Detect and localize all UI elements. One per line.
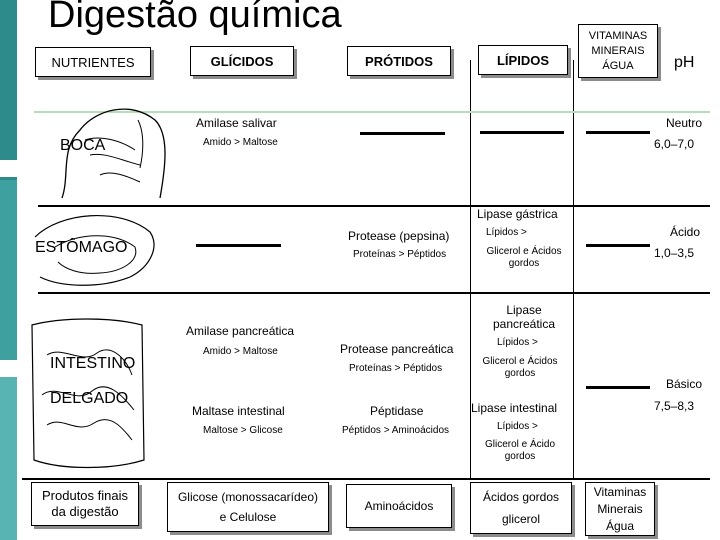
enzyme-peptidase: Péptidase [370, 404, 424, 418]
reaction-peptidos-aminoacidos: Péptidos > Aminoácidos [342, 425, 450, 436]
row-divider [22, 478, 710, 480]
reaction-lipidos-intestinal: Lípidos > [497, 421, 538, 432]
reaction-maltose-glicose: Maltose > Glicose [203, 425, 283, 436]
reaction-amido-maltose: Amido > Maltose [203, 137, 278, 148]
column-divider [573, 60, 574, 480]
reaction-lipidos-pancreatica: Lípidos > [497, 337, 538, 348]
row-divider [38, 292, 710, 294]
reaction-proteinas-peptidos: Proteínas > Péptidos [353, 249, 447, 260]
enzyme-lipase-intestinal: Lipase intestinal [471, 401, 558, 415]
reaction-amido-maltose-int: Amido > Maltose [203, 346, 278, 357]
header-protidos: PRÓTIDOS [347, 46, 451, 76]
empty-entry-line [586, 386, 650, 389]
ph-label-neutro: Neutro [666, 116, 703, 130]
page-title: Digestão química [48, 0, 342, 36]
ph-label-acido: Ácido [670, 225, 701, 239]
reaction-glicerol-acido-intestinal: Glicerol e Ácido gordos [484, 439, 556, 462]
empty-entry-line [586, 244, 650, 247]
column-divider [470, 60, 471, 480]
empty-entry-line [360, 132, 445, 135]
enzyme-lipase-pancreatica: Lipase pancreática [492, 303, 556, 331]
ph-range-boca: 6,0–7,0 [654, 137, 695, 151]
final-glicidos: Glicose (monossacarídeo) e Celulose [167, 482, 329, 532]
reaction-glicerol-acidos-pancreatica: Glicerol e Ácidos gordos [482, 356, 558, 379]
header-lipidos: LÍPIDOS [478, 45, 568, 75]
enzyme-lipase-gastrica: Lipase gástrica [477, 207, 558, 221]
decorative-side-stripe [0, 0, 17, 540]
enzyme-amilase-pancreatica: Amilase pancreática [186, 324, 295, 338]
header-glicidos: GLÍCIDOS [190, 46, 294, 76]
enzyme-pepsina: Protease (pepsina) [348, 229, 450, 243]
ph-range-intestino: 7,5–8,3 [654, 399, 695, 413]
empty-entry-line [586, 131, 650, 134]
reaction-lipidos: Lípidos > [486, 227, 527, 238]
final-products-label: Produtos finais da digestão [31, 482, 139, 526]
final-vitaminas: Vitaminas Minerais Água [585, 482, 655, 536]
enzyme-amilase-salivar: Amilase salivar [196, 116, 277, 130]
reaction-proteinas-peptidos-int: Proteínas > Péptidos [349, 363, 443, 374]
organ-label-estomago: ESTÔMAGO [35, 239, 128, 256]
empty-entry-line [480, 131, 564, 134]
header-nutrientes: NUTRIENTES [35, 47, 151, 77]
organ-label-intestino: INTESTINO DELGADO [50, 355, 136, 407]
header-vitaminas: VITAMINAS MINERAIS ÁGUA [578, 24, 658, 78]
empty-entry-line [196, 244, 281, 247]
header-ph: pH [674, 54, 695, 71]
final-lipidos: Ácidos gordos glicerol [470, 482, 572, 534]
enzyme-maltase-intestinal: Maltase intestinal [192, 404, 285, 418]
organ-label-boca: BOCA [60, 137, 106, 154]
ph-range-estomago: 1,0–3,5 [654, 246, 695, 260]
reaction-glicerol-acidos: Glicerol e Ácidos gordos [486, 246, 562, 269]
final-protidos: Aminoácidos [346, 484, 452, 528]
enzyme-protease-pancreatica: Protease pancreática [340, 342, 454, 356]
ph-label-basico: Básico [666, 377, 703, 391]
stripe-square [0, 360, 17, 377]
stripe-square [0, 160, 17, 177]
